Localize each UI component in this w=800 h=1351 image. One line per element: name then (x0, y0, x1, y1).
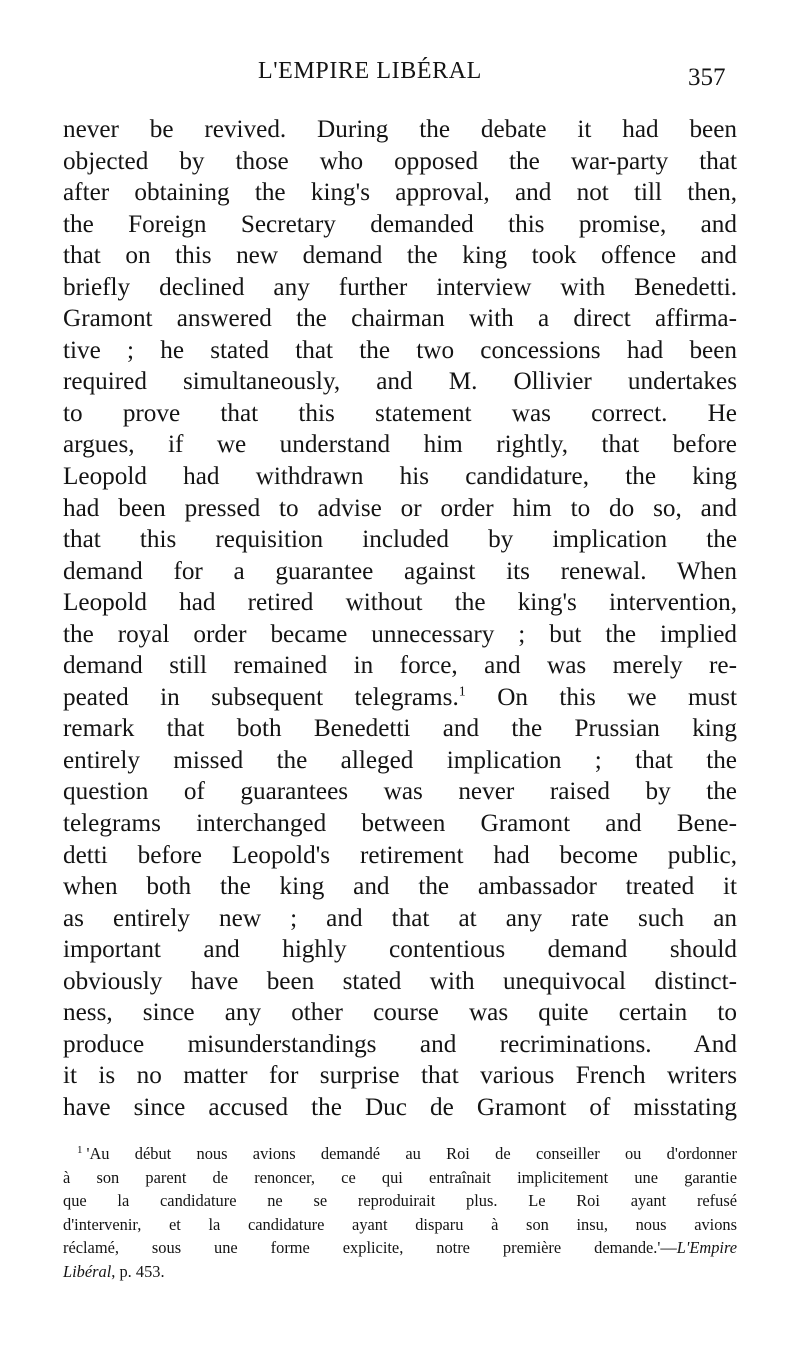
text-line: ness, since any other course was quite certain to (63, 999, 737, 1027)
text-segment: On this we must (497, 683, 738, 711)
text-line: as entirely new ; and that at any rate such an (63, 904, 737, 932)
text-line: telegrams interchanged between Gramont and Bene- (63, 810, 737, 838)
page-header (0, 58, 800, 92)
running-head: L'EMPIRE LIBÉRAL (258, 58, 482, 84)
text-line: had been pressed to advise or order him to do so, and (63, 494, 737, 522)
text-segment: peated in subsequent telegrams. (63, 683, 459, 711)
text-line-with-footnote-ref (63, 682, 737, 714)
text-line: argues, if we understand him rightly, that before (63, 431, 737, 459)
footnote-source-page: , p. 453. (111, 1261, 165, 1281)
footnote-line: à son parent de renoncer, ce qui entraînait implicitement une garantie (63, 1167, 737, 1187)
text-line: Gramont answered the chairman with a direct affirma- (63, 305, 737, 333)
footnote-source-title: Libéral (63, 1261, 112, 1281)
text-line: obviously have been stated with unequivocal distinct- (63, 967, 737, 995)
text-line: produce misunderstandings and recriminations. And (63, 1030, 737, 1058)
footnote-reference: 1 (458, 684, 466, 700)
footnote-line: que la candidature ne se reproduirait plus. Le Roi ayant refusé (63, 1191, 737, 1211)
text-line: when both the king and the ambassador treated it (63, 873, 737, 901)
text-line: the royal order became unnecessary ; but the implied (63, 620, 737, 648)
footnote-line (63, 1260, 737, 1284)
text-line: demand still remained in force, and was merely re- (63, 652, 737, 680)
text-line: question of guarantees was never raised by the (63, 778, 737, 806)
text-line: important and highly contentious demand should (63, 936, 737, 964)
footnote-text: réclamé, sous une forme explicite, notre première demande.'— (63, 1238, 677, 1258)
text-line: briefly declined any further interview with Benedetti. (63, 273, 737, 301)
page-number: 357 (688, 64, 726, 91)
body-text (63, 114, 737, 1124)
text-line: after obtaining the king's approval, and not till then, (63, 179, 737, 207)
text-line: Leopold had retired without the king's intervention, (63, 589, 737, 617)
footnote-source-title: L'Empire (676, 1238, 737, 1258)
text-line: detti before Leopold's retirement had become public, (63, 841, 737, 869)
text-line: never be revived. During the debate it had been (63, 116, 737, 143)
text-line: to prove that this statement was correct. He (63, 399, 737, 427)
text-line: it is no matter for surprise that various French writers (63, 1062, 737, 1090)
text-line: demand for a guarantee against its renewal. When (63, 557, 737, 585)
text-line: objected by those who opposed the war-party that (63, 147, 737, 175)
footnote-line: d'intervenir, et la candidature ayant disparu à son insu, nous avions (63, 1214, 737, 1234)
footnote (63, 1142, 737, 1284)
footnote-marker: 1 (77, 1143, 83, 1156)
text-line: tive ; he stated that the two concessions had been (63, 336, 737, 364)
text-line: that on this new demand the king took offence and (63, 242, 737, 270)
footnote-line (63, 1142, 737, 1166)
text-line: required simultaneously, and M. Ollivier undertakes (63, 368, 737, 396)
text-line: entirely missed the alleged implication ; that the (63, 746, 737, 774)
text-line: the Foreign Secretary demanded this promise, and (63, 210, 737, 238)
footnote-line (63, 1236, 737, 1260)
text-line: that this requisition included by implication the (63, 526, 737, 554)
text-line: have since accused the Duc de Gramont of misstating (63, 1093, 737, 1121)
text-line: Leopold had withdrawn his candidature, the king (63, 463, 737, 491)
text-line: remark that both Benedetti and the Prussian king (63, 715, 737, 743)
footnote-text: 'Au début nous avions demandé au Roi de conseiller ou d'ordonner (86, 1144, 737, 1163)
